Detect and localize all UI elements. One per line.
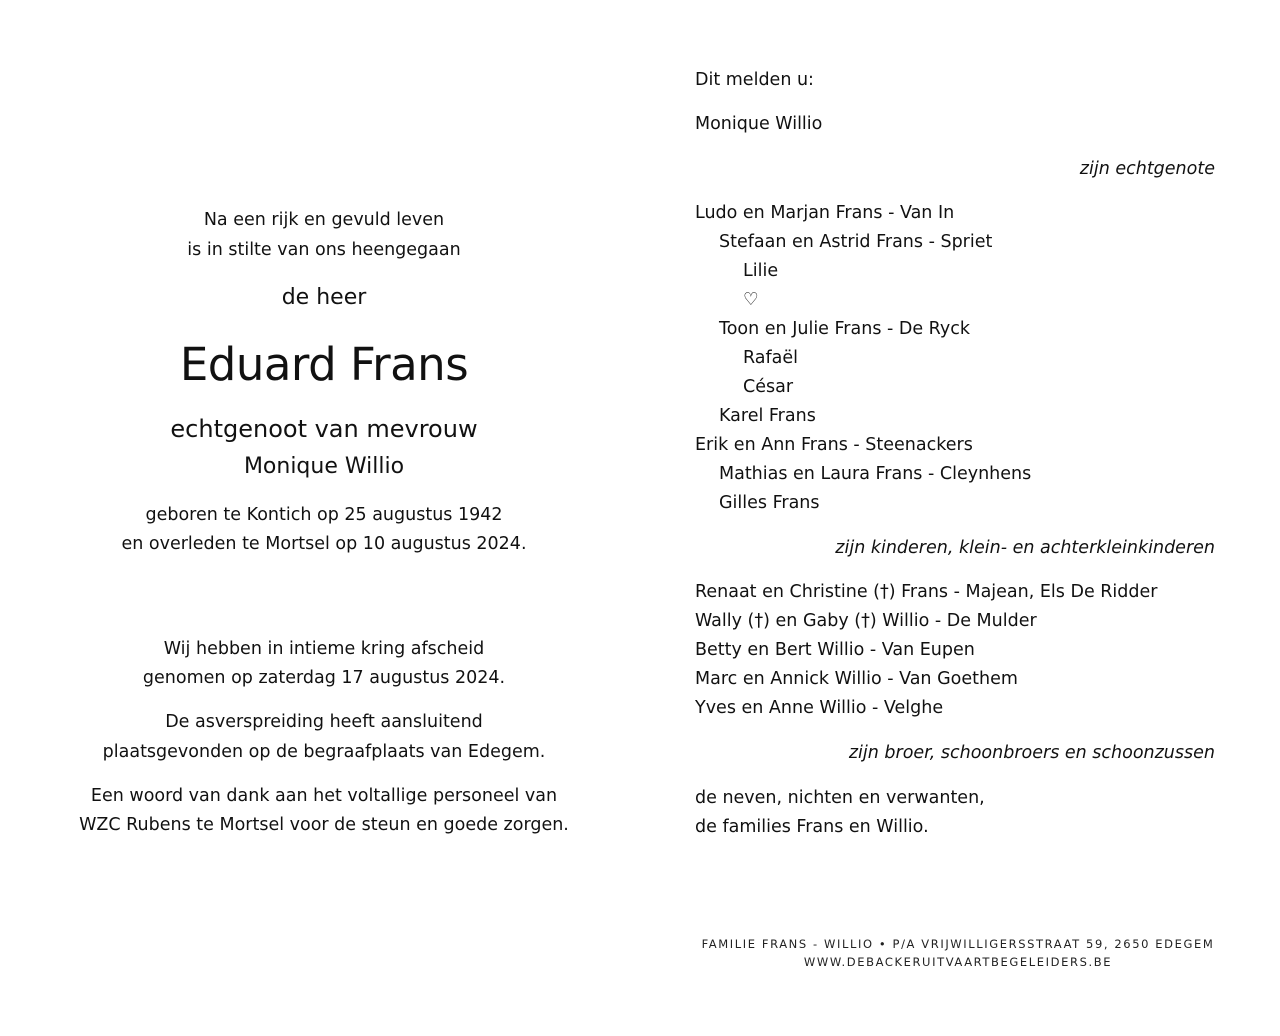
scattering-line-2: plaatsgevonden op de begraafplaats van Edegem. — [102, 742, 546, 762]
relatives-line-1: de neven, nichten en verwanten, — [695, 788, 985, 808]
honorific: de heer — [281, 285, 367, 310]
deceased-name: Eduard Frans — [179, 338, 469, 391]
family-line: Ludo en Marjan Frans - Van In — [695, 203, 955, 223]
birth-line: geboren te Kontich op 25 augustus 1942 — [145, 505, 503, 525]
intro-line-2: is in stilte van ons heengegaan — [187, 240, 461, 260]
left-page — [24, 0, 624, 1036]
spouse-name: Monique Willio — [243, 454, 405, 479]
family-line: Karel Frans — [719, 406, 816, 426]
thanks-line-2: WZC Rubens te Mortsel voor de steun en goede zorgen. — [79, 815, 569, 835]
thanks-line-1: Een woord van dank aan het voltallige personeel van — [90, 786, 558, 806]
spouse-role: zijn echtgenote — [1079, 159, 1215, 179]
heart-icon: ♡ — [743, 290, 759, 310]
family-line: Erik en Ann Frans - Steenackers — [695, 435, 973, 455]
footer-website: WWW.DEBACKERUITVAARTBEGELEIDERS.BE — [803, 955, 1113, 969]
spouse-line: Monique Willio — [695, 114, 823, 134]
intro-line-1: Na een rijk en gevuld leven — [203, 210, 445, 230]
sibling-line: Marc en Annick Willio - Van Goethem — [695, 669, 1018, 689]
family-line: Lilie — [743, 261, 779, 281]
family-line: Mathias en Laura Frans - Cleynhens — [719, 464, 1032, 484]
sibling-line: Wally (†) en Gaby (†) Willio - De Mulder — [695, 611, 1037, 631]
spouse-intro: echtgenoot van mevrouw — [170, 415, 478, 443]
family-line: Stefaan en Astrid Frans - Spriet — [719, 232, 993, 252]
announce-line: Dit melden u: — [695, 70, 814, 90]
family-line: Rafaël — [743, 348, 799, 368]
farewell-line-2: genomen op zaterdag 17 augustus 2024. — [142, 668, 506, 688]
sibling-line: Betty en Bert Willio - Van Eupen — [695, 640, 975, 660]
sibling-line: Renaat en Christine (†) Frans - Majean, Els De Ridder — [695, 582, 1158, 602]
family-line: César — [743, 377, 794, 397]
right-page — [695, 0, 1215, 1036]
footer-address: FAMILIE FRANS - WILLIO • P/A VRIJWILLIGERSSTRAAT 59, 2650 EDEGEM — [701, 937, 1215, 951]
family-line: Toon en Julie Frans - De Ryck — [719, 319, 970, 339]
farewell-line-1: Wij hebben in intieme kring afscheid — [163, 639, 485, 659]
relatives-line-2: de families Frans en Willio. — [695, 817, 929, 837]
death-line: en overleden te Mortsel op 10 augustus 2024. — [121, 534, 527, 554]
sibling-line: Yves en Anne Willio - Velghe — [695, 698, 944, 718]
siblings-role: zijn broer, schoonbroers en schoonzussen — [848, 743, 1215, 763]
family-line: Gilles Frans — [719, 493, 820, 513]
scattering-line-1: De asverspreiding heeft aansluitend — [165, 712, 483, 732]
family-role: zijn kinderen, klein- en achterkleinkinderen — [835, 538, 1215, 558]
